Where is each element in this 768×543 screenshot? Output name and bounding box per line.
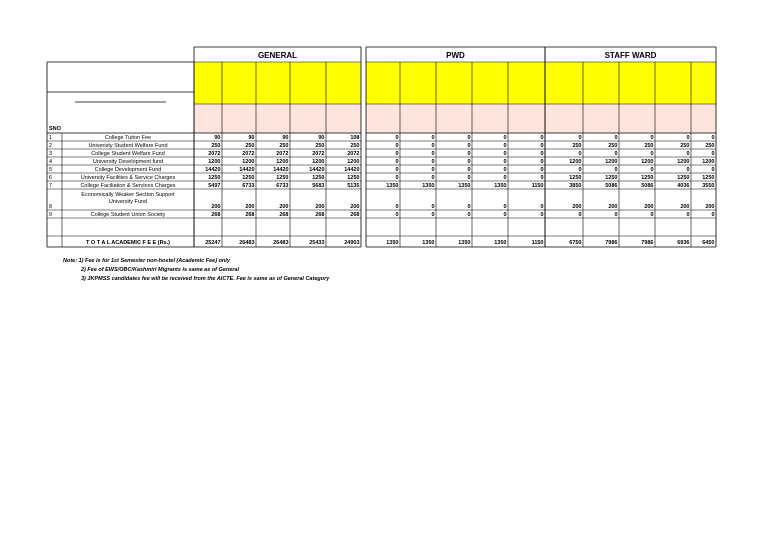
general-value: 200 <box>279 204 289 210</box>
general-value: 90 <box>282 135 289 141</box>
pwd-value: 0 <box>431 175 435 181</box>
staff-value: 0 <box>686 212 690 218</box>
general-value: 1250 <box>208 175 221 181</box>
row-label: College Tuiton Fee <box>104 135 152 141</box>
general-value: 14420 <box>205 167 221 173</box>
staff-value: 0 <box>578 212 582 218</box>
staff-value: 1250 <box>702 175 715 181</box>
row-label: Economically Weaker Section Support <box>81 192 175 198</box>
pwd-value: 0 <box>540 175 544 181</box>
general-value: 1250 <box>347 175 360 181</box>
staff-value: 0 <box>711 151 715 157</box>
general-value: 268 <box>245 212 255 218</box>
general-value: 5135 <box>347 183 360 189</box>
staff-value: 0 <box>650 135 654 141</box>
general-value: 200 <box>245 204 255 210</box>
staff-value: 5086 <box>641 183 654 189</box>
note-3: 3) JKPMSS candidates fee will be received from the AICTE. Fee is same as of General Category <box>81 276 330 282</box>
pwd-value: 0 <box>395 212 399 218</box>
staff-value: 1200 <box>702 159 715 165</box>
staff-value: 0 <box>614 151 618 157</box>
row-sno: 5 <box>49 167 53 173</box>
general-value: 1200 <box>242 159 255 165</box>
staff-yellow-band <box>545 62 716 104</box>
row-sno: 8 <box>49 204 53 210</box>
pwd-yellow-band <box>366 62 545 104</box>
general-value: 2072 <box>347 151 360 157</box>
row-label: University Facilities & Service Charges <box>80 175 176 181</box>
pwd-total-value: 1150 <box>531 240 544 246</box>
pwd-value: 0 <box>467 167 471 173</box>
general-value: 2072 <box>208 151 221 157</box>
general-value: 1200 <box>312 159 325 165</box>
pwd-value: 0 <box>503 143 507 149</box>
staff-value: 0 <box>711 212 715 218</box>
general-value: 250 <box>350 143 360 149</box>
staff-value: 200 <box>572 204 582 210</box>
general-value: 14420 <box>273 167 289 173</box>
pwd-value: 0 <box>467 135 471 141</box>
general-value: 268 <box>350 212 360 218</box>
general-value: 200 <box>211 204 221 210</box>
group-title-pwd: PWD <box>446 51 465 60</box>
pwd-value: 0 <box>540 167 544 173</box>
pwd-value: 0 <box>395 151 399 157</box>
staff-value: 250 <box>705 143 715 149</box>
staff-value: 1200 <box>677 159 690 165</box>
pwd-total-value: 1350 <box>494 240 507 246</box>
staff-total-value: 7986 <box>641 240 654 246</box>
general-value: 6733 <box>276 183 289 189</box>
pwd-value: 0 <box>540 204 544 210</box>
row-sno: 6 <box>49 175 53 181</box>
staff-value: 250 <box>644 143 654 149</box>
pwd-value: 0 <box>503 151 507 157</box>
pwd-total-value: 1350 <box>386 240 399 246</box>
pwd-total-value: 1350 <box>458 240 471 246</box>
staff-value: 1200 <box>641 159 654 165</box>
staff-value: 3550 <box>702 183 715 189</box>
pwd-value: 0 <box>540 135 544 141</box>
row-label: College Student Union Society <box>90 212 166 218</box>
general-value: 1250 <box>276 175 289 181</box>
general-value: 90 <box>214 135 221 141</box>
staff-value: 1200 <box>605 159 618 165</box>
general-total-value: 25433 <box>309 240 325 246</box>
general-total-value: 26483 <box>239 240 255 246</box>
pwd-value: 0 <box>503 135 507 141</box>
general-value: 5497 <box>208 183 221 189</box>
pwd-value: 0 <box>503 159 507 165</box>
row-sno: 1 <box>49 135 53 141</box>
group-title-general: GENERAL <box>257 51 298 60</box>
pwd-value: 0 <box>540 151 544 157</box>
group-title-staff-ward: STAFF WARD <box>604 51 657 60</box>
pwd-total-value: 1350 <box>422 240 435 246</box>
general-value: 2072 <box>242 151 255 157</box>
general-value: 1200 <box>347 159 360 165</box>
staff-value: 3850 <box>569 183 582 189</box>
general-value: 2072 <box>312 151 325 157</box>
staff-value: 0 <box>578 167 582 173</box>
staff-value: 200 <box>644 204 654 210</box>
staff-value: 200 <box>608 204 618 210</box>
sno-header: SNO <box>49 126 61 132</box>
pwd-value: 0 <box>467 159 471 165</box>
general-value: 250 <box>245 143 255 149</box>
pwd-value: 0 <box>540 212 544 218</box>
general-value: 250 <box>315 143 325 149</box>
general-value: 268 <box>279 212 289 218</box>
staff-value: 4036 <box>677 183 690 189</box>
pwd-value: 1350 <box>494 183 507 189</box>
general-value: 14420 <box>239 167 255 173</box>
general-value: 90 <box>248 135 255 141</box>
pwd-value: 0 <box>503 212 507 218</box>
row-label: University Fund <box>108 199 148 205</box>
pwd-value: 0 <box>540 143 544 149</box>
staff-value: 0 <box>686 167 690 173</box>
pwd-value: 1150 <box>531 183 544 189</box>
general-yellow-band <box>194 62 361 104</box>
staff-value: 0 <box>650 212 654 218</box>
staff-value: 0 <box>578 135 582 141</box>
staff-value: 1250 <box>641 175 654 181</box>
pwd-value: 0 <box>395 159 399 165</box>
staff-value: 0 <box>650 167 654 173</box>
general-total-value: 24903 <box>344 240 360 246</box>
staff-value: 0 <box>614 212 618 218</box>
row-label: Univeristy Student Welfare Fund <box>88 143 168 149</box>
pwd-value: 0 <box>503 204 507 210</box>
general-value: 268 <box>315 212 325 218</box>
general-value: 1200 <box>276 159 289 165</box>
pwd-value: 0 <box>431 151 435 157</box>
pwd-value: 0 <box>503 175 507 181</box>
staff-total-value: 7986 <box>605 240 618 246</box>
row-label: College Development Fund <box>94 167 162 173</box>
pwd-value: 0 <box>395 143 399 149</box>
staff-value: 0 <box>711 135 715 141</box>
staff-value: 0 <box>686 151 690 157</box>
pwd-value: 0 <box>467 204 471 210</box>
general-value: 200 <box>315 204 325 210</box>
pwd-value: 0 <box>467 175 471 181</box>
pwd-value: 0 <box>467 143 471 149</box>
staff-value: 1250 <box>569 175 582 181</box>
pwd-value: 0 <box>431 167 435 173</box>
staff-value: 0 <box>711 167 715 173</box>
pwd-pink-band <box>366 104 545 133</box>
general-value: 1200 <box>208 159 221 165</box>
general-value: 5683 <box>312 183 325 189</box>
pwd-value: 0 <box>503 167 507 173</box>
general-value: 108 <box>350 135 360 141</box>
row-sno: 7 <box>49 183 53 189</box>
staff-value: 200 <box>705 204 715 210</box>
staff-value: 1250 <box>677 175 690 181</box>
general-total-value: 25247 <box>205 240 221 246</box>
staff-value: 250 <box>572 143 582 149</box>
row-sno: 3 <box>49 151 53 157</box>
general-value: 250 <box>211 143 221 149</box>
pwd-value: 0 <box>431 143 435 149</box>
pwd-value: 1350 <box>458 183 471 189</box>
general-total-value: 26483 <box>273 240 289 246</box>
total-label: T O T A L ACADEMIC F E E (Rs.) <box>86 240 170 246</box>
general-pink-band <box>194 104 361 133</box>
general-value: 1250 <box>312 175 325 181</box>
general-value: 90 <box>318 135 325 141</box>
general-value: 268 <box>211 212 221 218</box>
row-label: College Student Welfare Fund <box>91 151 165 157</box>
pwd-value: 1350 <box>422 183 435 189</box>
pwd-value: 0 <box>395 135 399 141</box>
staff-value: 0 <box>578 151 582 157</box>
pwd-value: 0 <box>467 151 471 157</box>
staff-total-value: 6450 <box>702 240 715 246</box>
row-sno: 2 <box>49 143 53 149</box>
pwd-value: 0 <box>540 159 544 165</box>
general-value: 200 <box>350 204 360 210</box>
staff-total-value: 6750 <box>569 240 582 246</box>
row-sno: 9 <box>49 212 53 218</box>
general-value: 250 <box>279 143 289 149</box>
pwd-value: 1350 <box>386 183 399 189</box>
pwd-value: 0 <box>431 212 435 218</box>
row-label: University Development fund <box>92 159 164 165</box>
staff-value: 250 <box>608 143 618 149</box>
staff-value: 0 <box>614 135 618 141</box>
pwd-value: 0 <box>395 167 399 173</box>
note-1: Note: 1) Fee is for 1st Semester non-hostel (Academic Fee) only <box>63 258 230 264</box>
general-value: 14420 <box>344 167 360 173</box>
staff-value: 250 <box>680 143 690 149</box>
pwd-value: 0 <box>395 204 399 210</box>
row-sno: 4 <box>49 159 53 165</box>
staff-value: 1200 <box>569 159 582 165</box>
staff-total-value: 6936 <box>677 240 690 246</box>
staff-value: 0 <box>650 151 654 157</box>
general-value: 2072 <box>276 151 289 157</box>
staff-value: 0 <box>614 167 618 173</box>
staff-value: 0 <box>686 135 690 141</box>
staff-pink-band <box>545 104 716 133</box>
pwd-value: 0 <box>431 135 435 141</box>
pwd-value: 0 <box>431 204 435 210</box>
note-2: 2) Fee of EWS/OBC/Kashmiri Migrants is same as of General <box>81 267 240 273</box>
staff-value: 5086 <box>605 183 618 189</box>
staff-value: 1250 <box>605 175 618 181</box>
staff-value: 200 <box>680 204 690 210</box>
pwd-value: 0 <box>395 175 399 181</box>
row-label: College Faciliation & Services Charges <box>80 183 176 189</box>
pwd-value: 0 <box>431 159 435 165</box>
general-value: 1250 <box>242 175 255 181</box>
pwd-value: 0 <box>467 212 471 218</box>
general-value: 6733 <box>242 183 255 189</box>
general-value: 14420 <box>309 167 325 173</box>
